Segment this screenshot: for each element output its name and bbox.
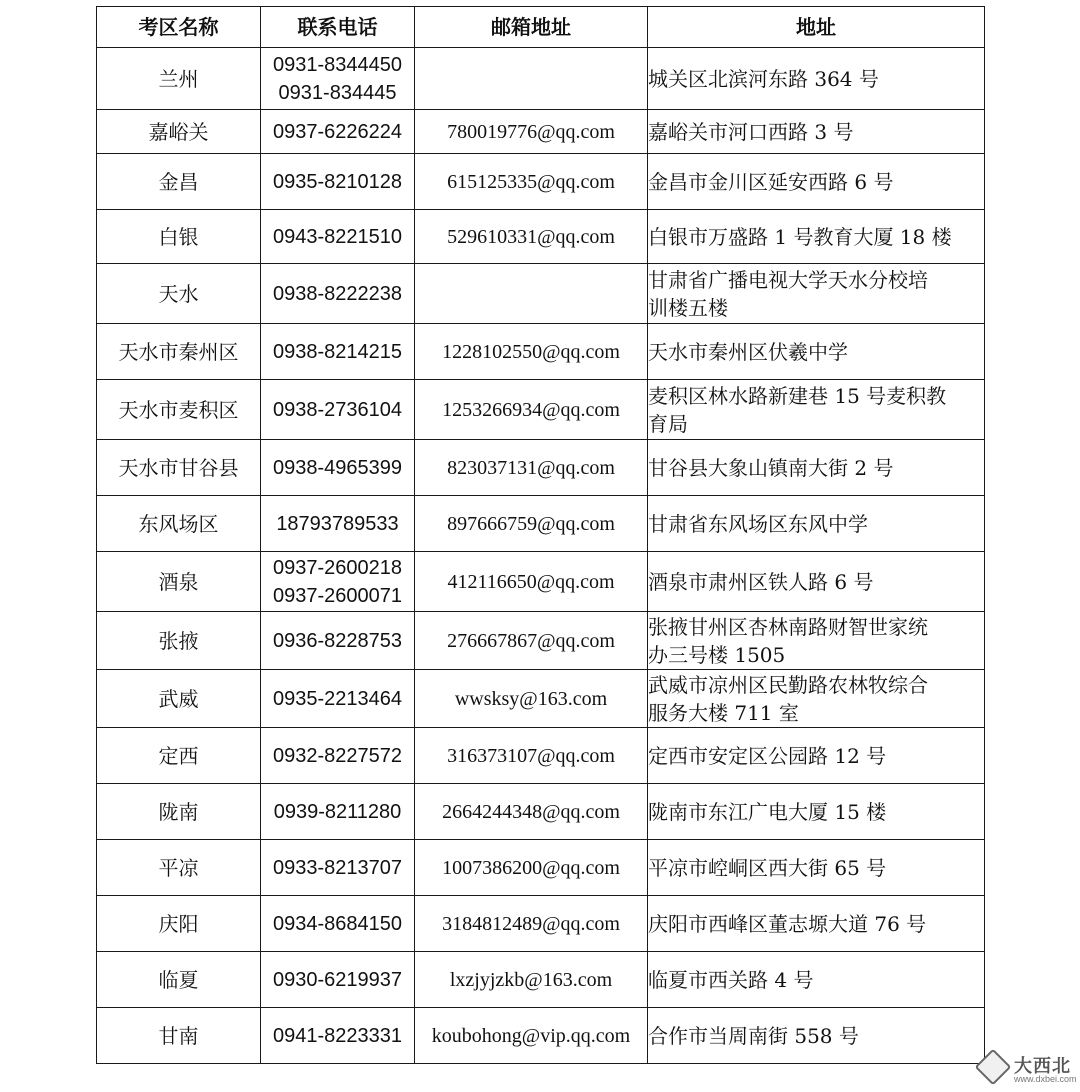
- address-cell: [648, 896, 985, 952]
- email-cell: 2664244348@qq.com: [415, 784, 648, 840]
- phone-number: 0941-8223331: [272, 1024, 402, 1047]
- table-row: [97, 952, 985, 1008]
- address-line: 嘉峪关市河口西路 3 号: [648, 119, 854, 144]
- address-cell: [648, 552, 985, 612]
- address-line: 定西市安定区公园路 12 号: [648, 743, 887, 768]
- address-line: 金昌市金川区延安西路 6 号: [648, 169, 894, 194]
- phone-cell: [261, 210, 415, 264]
- address-cell: [648, 210, 985, 264]
- phone-cell: [261, 440, 415, 496]
- email-cell: 529610331@qq.com: [415, 210, 648, 264]
- contact-table-sheet: [96, 6, 984, 1064]
- address-cell: [648, 48, 985, 110]
- email-cell: 780019776@qq.com: [415, 110, 648, 154]
- phone-cell: [261, 154, 415, 210]
- site-watermark: [980, 1052, 1077, 1086]
- watermark-url: www.dxbei.com: [1014, 1074, 1077, 1084]
- phone-number: 0938-8222238: [272, 282, 402, 305]
- district-name-cell: 定西: [97, 728, 261, 784]
- phone-number: 0938-4965399: [272, 456, 402, 479]
- email-cell: [415, 264, 648, 324]
- phone-number: 0934-8684150: [272, 912, 402, 935]
- email-cell: 897666759@qq.com: [415, 496, 648, 552]
- table-row: [97, 440, 985, 496]
- district-name-cell: 陇南: [97, 784, 261, 840]
- district-name-cell: 兰州: [97, 48, 261, 110]
- district-name-cell: 天水: [97, 264, 261, 324]
- address-cell: [648, 952, 985, 1008]
- table-row: [97, 110, 985, 154]
- phone-number: 0935-8210128: [272, 170, 402, 193]
- phone-cell: [261, 784, 415, 840]
- email-cell: 316373107@qq.com: [415, 728, 648, 784]
- phone-cell: [261, 496, 415, 552]
- district-name-cell: 东风场区: [97, 496, 261, 552]
- address-cell: [648, 496, 985, 552]
- phone-cell: [261, 110, 415, 154]
- table-row: [97, 154, 985, 210]
- address-line: 育局: [648, 411, 688, 436]
- address-line: 临夏市西关路 4 号: [648, 967, 814, 992]
- district-name-cell: 天水市秦州区: [97, 324, 261, 380]
- address-cell: [648, 440, 985, 496]
- district-name-cell: 天水市麦积区: [97, 380, 261, 440]
- phone-cell: [261, 324, 415, 380]
- address-cell: [648, 612, 985, 670]
- address-line: 白银市万盛路 1 号教育大厦 18 楼: [648, 224, 952, 249]
- phone-number: 18793789533: [276, 512, 399, 535]
- phone-number: 0936-8228753: [272, 629, 402, 652]
- address-line: 酒泉市肃州区铁人路 6 号: [648, 569, 874, 594]
- address-line: 平凉市崆峒区西大街 65 号: [648, 855, 887, 880]
- address-cell: [648, 840, 985, 896]
- address-line: 甘肃省广播电视大学天水分校培: [648, 267, 928, 292]
- phone-cell: [261, 1008, 415, 1064]
- exam-district-contact-table: [96, 6, 985, 1064]
- table-row: [97, 324, 985, 380]
- table-header-row: [97, 7, 985, 48]
- phone-number: 0938-2736104: [272, 398, 402, 421]
- district-name-cell: 临夏: [97, 952, 261, 1008]
- email-cell: 412116650@qq.com: [415, 552, 648, 612]
- address-cell: [648, 728, 985, 784]
- district-name-cell: 武威: [97, 670, 261, 728]
- email-cell: koubohong@vip.qq.com: [415, 1008, 648, 1064]
- district-name-cell: 金昌: [97, 154, 261, 210]
- table-row: [97, 1008, 985, 1064]
- phone-cell: [261, 728, 415, 784]
- table-row: [97, 670, 985, 728]
- phone-number: 0937-2600071: [272, 584, 402, 607]
- district-name-cell: 酒泉: [97, 552, 261, 612]
- phone-number: 0943-8221510: [272, 225, 402, 248]
- header-district-name: 考区名称: [97, 7, 261, 48]
- address-line: 服务大楼 711 室: [648, 700, 799, 725]
- email-cell: 1228102550@qq.com: [415, 324, 648, 380]
- address-cell: [648, 324, 985, 380]
- table-row: [97, 840, 985, 896]
- phone-cell: [261, 952, 415, 1008]
- address-line: 办三号楼 1505: [648, 642, 786, 667]
- watermark-text: 大西北: [1014, 1056, 1071, 1077]
- header-email: 邮箱地址: [415, 7, 648, 48]
- table-row: [97, 496, 985, 552]
- address-cell: [648, 110, 985, 154]
- email-cell: 1007386200@qq.com: [415, 840, 648, 896]
- email-cell: lxzjyjzkb@163.com: [415, 952, 648, 1008]
- address-cell: [648, 784, 985, 840]
- address-line: 庆阳市西峰区董志塬大道 76 号: [648, 911, 927, 936]
- district-name-cell: 天水市甘谷县: [97, 440, 261, 496]
- phone-cell: [261, 840, 415, 896]
- phone-cell: [261, 48, 415, 110]
- address-line: 甘肃省东风场区东风中学: [648, 511, 868, 536]
- address-cell: [648, 670, 985, 728]
- table-body: [97, 48, 985, 1064]
- district-name-cell: 平凉: [97, 840, 261, 896]
- table-row: [97, 784, 985, 840]
- phone-cell: [261, 896, 415, 952]
- email-cell: 823037131@qq.com: [415, 440, 648, 496]
- district-name-cell: 张掖: [97, 612, 261, 670]
- email-cell: 276667867@qq.com: [415, 612, 648, 670]
- phone-cell: [261, 670, 415, 728]
- table-row: [97, 552, 985, 612]
- table-row: [97, 210, 985, 264]
- address-line: 城关区北滨河东路 364 号: [648, 66, 879, 91]
- phone-number: 0932-8227572: [272, 744, 402, 767]
- address-cell: [648, 264, 985, 324]
- email-cell: 1253266934@qq.com: [415, 380, 648, 440]
- table-row: [97, 264, 985, 324]
- address-line: 合作市当周南街 558 号: [648, 1023, 859, 1048]
- phone-number: 0939-8211280: [273, 800, 402, 823]
- address-line: 训楼五楼: [648, 295, 728, 320]
- phone-cell: [261, 380, 415, 440]
- table-row: [97, 380, 985, 440]
- phone-number: 0931-8344450: [272, 53, 402, 76]
- email-cell: 3184812489@qq.com: [415, 896, 648, 952]
- phone-number: 0933-8213707: [272, 856, 402, 879]
- phone-cell: [261, 552, 415, 612]
- phone-number: 0935-2213464: [272, 687, 402, 710]
- address-line: 麦积区林水路新建巷 15 号麦积教: [648, 383, 947, 408]
- phone-cell: [261, 264, 415, 324]
- table-row: [97, 728, 985, 784]
- email-cell: [415, 48, 648, 110]
- address-line: 陇南市东江广电大厦 15 楼: [648, 799, 887, 824]
- address-line: 武威市凉州区民勤路农林牧综合: [648, 672, 928, 697]
- address-cell: [648, 1008, 985, 1064]
- email-cell: 615125335@qq.com: [415, 154, 648, 210]
- phone-number: 0931-834445: [278, 81, 397, 104]
- header-phone: 联系电话: [261, 7, 415, 48]
- address-line: 张掖甘州区杏林南路财智世家统: [648, 614, 928, 639]
- phone-number: 0937-6226224: [272, 120, 402, 143]
- address-line: 天水市秦州区伏羲中学: [648, 339, 848, 364]
- table-row: [97, 612, 985, 670]
- table-row: [97, 48, 985, 110]
- phone-number: 0937-2600218: [272, 556, 402, 579]
- phone-cell: [261, 612, 415, 670]
- district-name-cell: 甘南: [97, 1008, 261, 1064]
- district-name-cell: 白银: [97, 210, 261, 264]
- address-line: 甘谷县大象山镇南大街 2 号: [648, 455, 894, 480]
- district-name-cell: 嘉峪关: [97, 110, 261, 154]
- phone-number: 0938-8214215: [272, 340, 402, 363]
- district-name-cell: 庆阳: [97, 896, 261, 952]
- phone-number: 0930-6219937: [272, 968, 402, 991]
- email-cell: wwsksy@163.com: [415, 670, 648, 728]
- header-address: 地址: [648, 7, 985, 48]
- address-cell: [648, 380, 985, 440]
- watermark-logo-icon: [975, 1049, 1012, 1086]
- address-cell: [648, 154, 985, 210]
- table-row: [97, 896, 985, 952]
